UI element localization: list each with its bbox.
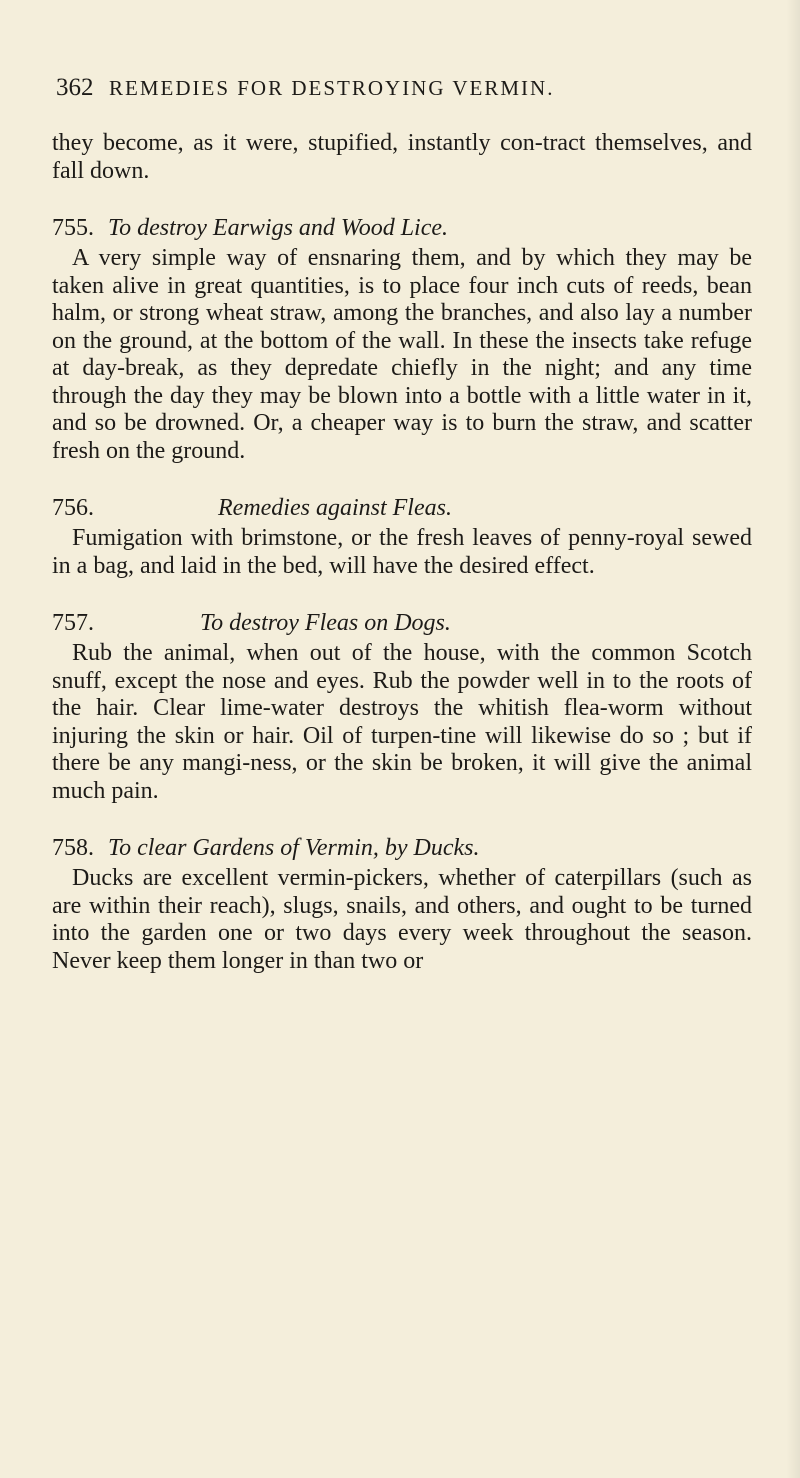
page-edge-shadow — [786, 0, 800, 1478]
section-number: 757. — [52, 610, 94, 636]
section-title: To destroy Fleas on Dogs. — [200, 610, 451, 636]
section-title: To clear Gardens of Vermin, by Ducks. — [108, 835, 480, 861]
section-number: 755. — [52, 215, 94, 241]
section-756 — [52, 493, 752, 580]
section-heading — [52, 608, 752, 638]
section-heading — [52, 213, 752, 243]
section-heading — [52, 833, 752, 863]
section-body: Ducks are excellent vermin-pickers, whether of caterpillars (such as are within their reach), slugs, snails, and others, and ought to be turned into the garden one or two days every week throughout the season. Never keep them longer in than two or — [52, 865, 752, 974]
section-number: 756. — [52, 495, 94, 521]
page-number: 362 — [56, 74, 94, 101]
running-title: REMEDIES FOR DESTROYING VERMIN. — [109, 76, 555, 100]
section-758 — [52, 833, 752, 975]
section-heading — [52, 493, 752, 523]
section-body: Fumigation with brimstone, or the fresh leaves of penny-royal sewed in a bag, and laid in the bed, will have the desired effect. — [52, 525, 752, 579]
book-page — [52, 74, 752, 975]
intro-paragraph: they become, as it were, stupified, instantly con-tract themselves, and fall down. — [52, 130, 752, 184]
running-head — [56, 74, 752, 102]
section-number: 758. — [52, 835, 94, 861]
section-757 — [52, 608, 752, 805]
section-title: Remedies against Fleas. — [218, 495, 452, 521]
section-755 — [52, 213, 752, 465]
section-body: Rub the animal, when out of the house, with the common Scotch snuff, except the nose and eyes. Rub the powder well in to the roots of the hair. Clear lime-water destroys the whitish flea-worm without injuring the skin or hair. Oil of turpen-tine will likewise do so ; but if there be any mangi-ness, or the skin be broken, it will give the animal much pain. — [52, 640, 752, 804]
section-title: To destroy Earwigs and Wood Lice. — [108, 215, 449, 241]
section-body: A very simple way of ensnaring them, and by which they may be taken alive in great quantities, is to place four inch cuts of reeds, bean halm, or strong wheat straw, among the branches, and also lay a number on the ground, at the bottom of the wall. In these the insects take refuge at day-break, as they depredate chiefly in the night; and any time through the day they may be blown into a bottle with a little water in it, and so be drowned. Or, a cheaper way is to burn the straw, and scatter fresh on the ground. — [52, 245, 752, 464]
